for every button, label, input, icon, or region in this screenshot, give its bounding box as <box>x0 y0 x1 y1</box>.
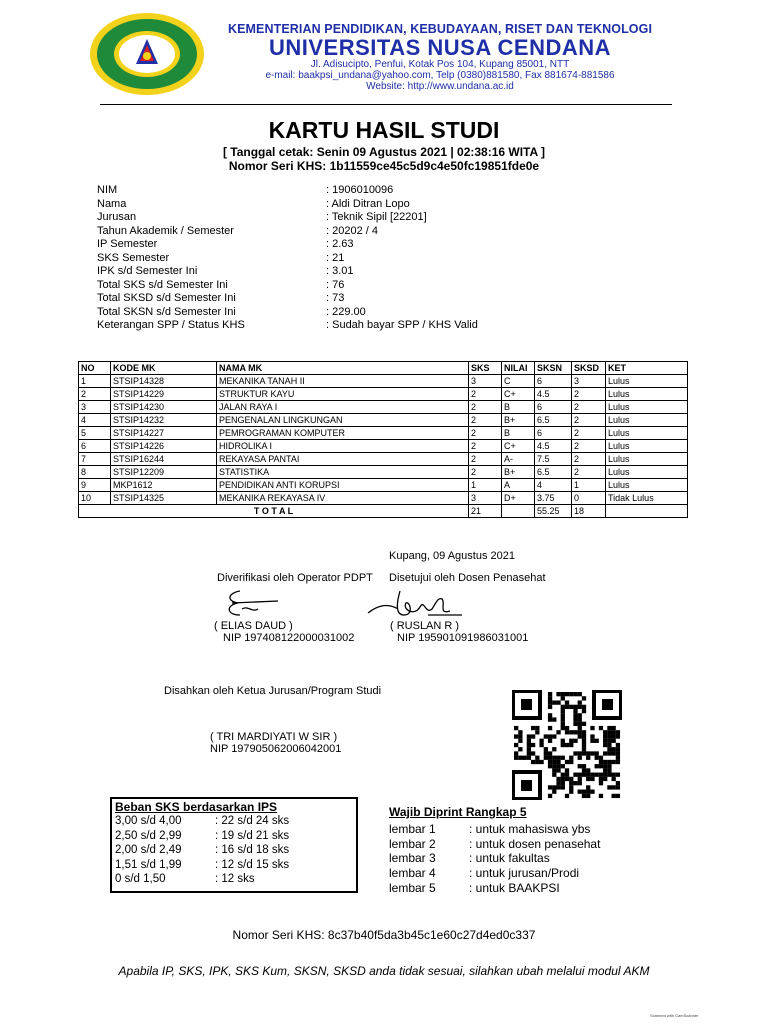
table-cell: Lulus <box>606 453 688 466</box>
advisor-caption: Disetujui oleh Dosen Penasehat <box>389 572 546 584</box>
table-row <box>79 466 688 479</box>
info-value: : Teknik Sipil [22201] <box>326 211 427 223</box>
info-value: : 2.63 <box>326 238 354 250</box>
table-header-row <box>79 362 688 375</box>
copy-sheet: lembar 3 <box>389 851 436 866</box>
table-cell: 3 <box>469 375 502 388</box>
column-header: KODE MK <box>111 362 217 375</box>
table-cell: 1 <box>469 479 502 492</box>
info-value: : 21 <box>326 251 345 264</box>
table-cell: 6 <box>535 401 572 414</box>
table-cell: REKAYASA PANTAI <box>217 453 469 466</box>
table-cell: C <box>502 375 535 388</box>
table-cell: 2 <box>572 427 606 440</box>
table-cell: 5 <box>79 427 111 440</box>
ips-range: 2,50 s/d 2,99 <box>115 829 182 842</box>
column-header: NILAI <box>502 362 535 375</box>
document-title: KARTU HASIL STUDI <box>268 117 500 143</box>
operator-caption: Diverifikasi oleh Operator PDPT <box>217 572 373 584</box>
table-cell: 0 <box>572 492 606 505</box>
info-label: IP Semester <box>97 238 158 250</box>
info-label: Tahun Akademik / Semester <box>97 224 234 237</box>
info-value: : 73 <box>326 292 345 304</box>
university-contact: e-mail: baakpsi_undana@yahoo.com, Telp (0380)881580, Fax 881674-881586 <box>265 70 615 81</box>
info-value: : Aldi Ditran Lopo <box>326 197 410 210</box>
info-label: IPK s/d Semester Ini <box>97 265 198 277</box>
table-row <box>79 401 688 414</box>
table-cell: STSIP12209 <box>111 466 217 479</box>
head-nip: NIP 197905062006042001 <box>210 743 342 755</box>
table-cell: Lulus <box>606 479 688 492</box>
university-address: Jl. Adisucipto, Penfui, Kotak Pos 104, Kupang 85001, NTT <box>310 59 570 70</box>
ips-sks: : 19 s/d 21 sks <box>215 829 290 842</box>
copy-sheet: lembar 2 <box>389 836 436 851</box>
table-cell: Tidak Lulus <box>606 492 688 505</box>
total-sksd: 18 <box>572 505 606 518</box>
total-sks: 21 <box>469 505 502 518</box>
table-cell: 4.5 <box>535 440 572 453</box>
column-header: SKSN <box>535 362 572 375</box>
table-cell: MEKANIKA REKAYASA IV <box>217 492 469 505</box>
table-cell: STSIP14227 <box>111 427 217 440</box>
total-sksn: 55.25 <box>535 505 572 518</box>
footer-note: Apabila IP, SKS, IPK, SKS Kum, SKSN, SKSD anda tidak sesuai, silahkan ubah melalui modul AKM <box>118 964 650 978</box>
column-header: SKSD <box>572 362 606 375</box>
table-cell: 2 <box>79 388 111 401</box>
university-name: UNIVERSITAS NUSA CENDANA <box>268 35 612 60</box>
table-cell: Lulus <box>606 375 688 388</box>
table-cell: 6 <box>535 427 572 440</box>
table-cell: PENGENALAN LINGKUNGAN <box>217 414 469 427</box>
table-cell: 2 <box>572 414 606 427</box>
info-label: SKS Semester <box>97 251 170 264</box>
info-value: : 76 <box>326 278 345 291</box>
table-cell: STSIP14230 <box>111 401 217 414</box>
table-row <box>79 492 688 505</box>
table-cell: 2 <box>572 401 606 414</box>
table-cell: STSIP14325 <box>111 492 217 505</box>
table-cell: B+ <box>502 414 535 427</box>
table-cell: 7.5 <box>535 453 572 466</box>
info-label: Nama <box>97 197 127 210</box>
table-cell: HIDROLIKA I <box>217 440 469 453</box>
column-header: NO <box>79 362 111 375</box>
ips-credit-box <box>110 797 358 893</box>
table-cell: B <box>502 401 535 414</box>
table-cell: A <box>502 479 535 492</box>
table-cell: 1 <box>79 375 111 388</box>
table-cell: 4.5 <box>535 388 572 401</box>
table-cell: 2 <box>469 401 502 414</box>
table-cell: 7 <box>79 453 111 466</box>
info-value: : Sudah bayar SPP / KHS Valid <box>326 319 478 331</box>
table-cell: C+ <box>502 440 535 453</box>
copy-sheet: lembar 4 <box>389 866 436 881</box>
table-cell: B <box>502 427 535 440</box>
table-row <box>79 388 688 401</box>
ips-range: 2,00 s/d 2,49 <box>115 844 182 856</box>
university-website: Website: http://www.undana.ac.id <box>366 81 514 92</box>
table-cell: 2 <box>572 388 606 401</box>
ips-sks: : 16 s/d 18 sks <box>215 844 290 856</box>
info-value: : 20202 / 4 <box>326 224 378 237</box>
table-cell: 2 <box>572 453 606 466</box>
table-cell: 3 <box>79 401 111 414</box>
table-cell: 2 <box>469 427 502 440</box>
table-cell: 8 <box>79 466 111 479</box>
info-label: NIM <box>97 184 118 196</box>
table-cell: JALAN RAYA I <box>217 401 469 414</box>
print-date: [ Tanggal cetak: Senin 09 Agustus 2021 | 02:38:16 WITA ] <box>222 145 546 159</box>
table-cell: Lulus <box>606 427 688 440</box>
ips-range: 1,51 s/d 1,99 <box>115 858 182 871</box>
info-label: Total SKSD s/d Semester Ini <box>97 292 236 304</box>
print-copies-title: Wajib Diprint Rangkap 5 <box>389 805 527 819</box>
table-cell: PENDIDIKAN ANTI KORUPSI <box>217 479 469 492</box>
table-cell: A- <box>502 453 535 466</box>
table-cell: 2 <box>469 440 502 453</box>
ministry-name: KEMENTERIAN PENDIDIKAN, KEBUDAYAAN, RISET DAN TEKNOLOGI <box>227 22 653 36</box>
header-divider <box>100 104 672 105</box>
copy-purpose: : untuk mahasiswa ybs <box>469 822 591 836</box>
info-label: Jurusan <box>97 211 137 223</box>
operator-nip: NIP 197408122000031002 <box>223 632 355 644</box>
footer-serial-number: Nomor Seri KHS: 8c37b40f5da3b45c1e60c27d4ed0c337 <box>232 928 536 942</box>
column-header: KET <box>606 362 688 375</box>
copy-purpose: : untuk BAAKPSI <box>469 880 560 895</box>
column-header: SKS <box>469 362 502 375</box>
info-label: Total SKSN s/d Semester Ini <box>97 305 236 318</box>
qr-code-icon <box>512 690 622 800</box>
ips-sks: : 12 s/d 15 sks <box>215 858 290 871</box>
table-row <box>79 375 688 388</box>
copy-purpose: : untuk fakultas <box>469 851 550 866</box>
total-ket <box>606 505 688 518</box>
head-name: ( TRI MARDIYATI W SIR ) <box>210 731 338 743</box>
table-cell: STRUKTUR KAYU <box>217 388 469 401</box>
table-cell: B+ <box>502 466 535 479</box>
copy-purpose: : untuk jurusan/Prodi <box>469 866 580 881</box>
table-cell: STATISTIKA <box>217 466 469 479</box>
table-cell: 2 <box>469 388 502 401</box>
total-label: T O T A L <box>79 505 469 518</box>
head-caption: Disahkan oleh Ketua Jurusan/Program Studi <box>164 685 382 697</box>
ips-range: 0 s/d 1,50 <box>115 873 166 885</box>
table-cell: 2 <box>572 466 606 479</box>
table-cell: 2 <box>469 453 502 466</box>
table-cell: 4 <box>535 479 572 492</box>
table-cell: C+ <box>502 388 535 401</box>
table-cell: D+ <box>502 492 535 505</box>
table-cell: Lulus <box>606 440 688 453</box>
table-row <box>79 440 688 453</box>
table-cell: 2 <box>572 440 606 453</box>
table-cell: STSIP14229 <box>111 388 217 401</box>
table-cell: STSIP14232 <box>111 414 217 427</box>
table-cell: Lulus <box>606 414 688 427</box>
table-cell: Lulus <box>606 401 688 414</box>
table-cell: 2 <box>469 414 502 427</box>
operator-name: ( ELIAS DAUD ) <box>214 620 293 632</box>
table-cell: 1 <box>572 479 606 492</box>
scanner-watermark: Scanned with CamScanner <box>650 1013 699 1018</box>
table-cell: 3 <box>469 492 502 505</box>
table-cell: MKP1612 <box>111 479 217 492</box>
copy-sheet: lembar 1 <box>389 822 436 836</box>
table-total-row <box>79 505 688 518</box>
table-cell: 3 <box>572 375 606 388</box>
operator-signature <box>218 585 288 623</box>
table-cell: Lulus <box>606 388 688 401</box>
info-label: Total SKS s/d Semester Ini <box>97 278 228 291</box>
table-cell: Lulus <box>606 466 688 479</box>
column-header: NAMA MK <box>217 362 469 375</box>
place-date: Kupang, 09 Agustus 2021 <box>389 550 515 562</box>
table-row <box>79 479 688 492</box>
copy-sheet: lembar 5 <box>389 880 436 895</box>
table-cell: 10 <box>79 492 111 505</box>
table-row <box>79 427 688 440</box>
ips-sks: : 22 s/d 24 sks <box>215 815 290 827</box>
advisor-nip: NIP 195901091986031001 <box>397 632 529 644</box>
table-row <box>79 414 688 427</box>
course-table <box>78 361 688 518</box>
table-cell: MEKANIKA TANAH II <box>217 375 469 388</box>
ips-range: 3,00 s/d 4,00 <box>115 815 182 827</box>
info-value: : 1906010096 <box>326 184 394 196</box>
table-cell: 2 <box>469 466 502 479</box>
advisor-name: ( RUSLAN R ) <box>390 620 460 632</box>
table-cell: PEMROGRAMAN KOMPUTER <box>217 427 469 440</box>
total-nilai <box>502 505 535 518</box>
table-cell: STSIP16244 <box>111 453 217 466</box>
table-cell: 4 <box>79 414 111 427</box>
table-cell: 6.5 <box>535 414 572 427</box>
ips-sks: : 12 sks <box>215 873 255 885</box>
info-value: : 3.01 <box>326 265 354 277</box>
table-cell: STSIP14328 <box>111 375 217 388</box>
table-row <box>79 453 688 466</box>
table-cell: STSIP14226 <box>111 440 217 453</box>
table-cell: 6 <box>79 440 111 453</box>
table-cell: 9 <box>79 479 111 492</box>
table-cell: 6.5 <box>535 466 572 479</box>
table-cell: 3.75 <box>535 492 572 505</box>
ips-box-title: Beban SKS berdasarkan IPS <box>115 800 278 814</box>
advisor-signature <box>366 585 466 623</box>
university-logo <box>88 12 206 96</box>
copy-purpose: : untuk dosen penasehat <box>469 836 601 851</box>
info-label: Keterangan SPP / Status KHS <box>97 319 245 331</box>
serial-number: Nomor Seri KHS: 1b11559ce45c5d9c4e50fc19851fde0e <box>228 159 540 173</box>
info-value: : 229.00 <box>326 305 366 318</box>
table-cell: 6 <box>535 375 572 388</box>
